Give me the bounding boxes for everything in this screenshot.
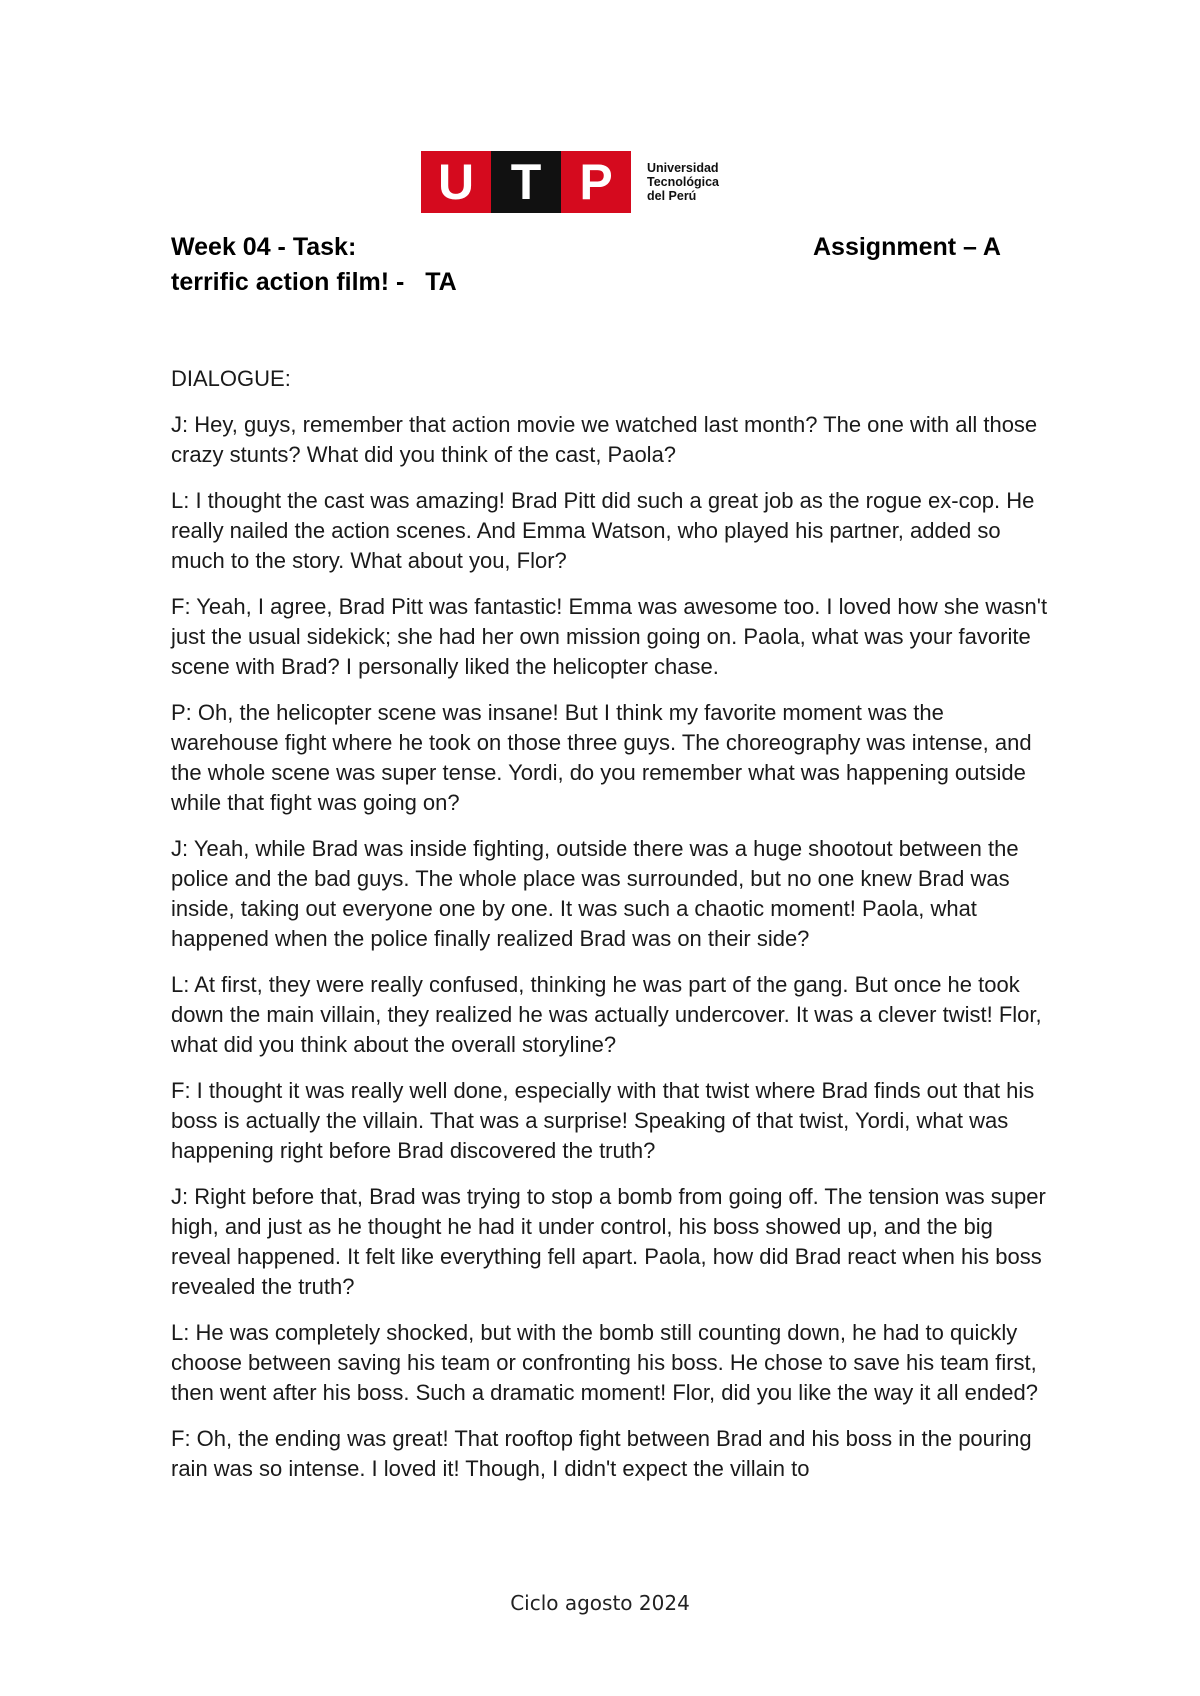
logo-letter-blocks xyxy=(421,151,631,213)
dialogue-paragraph: L: He was completely shocked, but with the bomb still counting down, he had to quickly choose between saving his team or confronting his boss. He chose to save his team first, then went after his boss. Such a dramatic moment! Flor, did you like the way it all ended? xyxy=(171,1320,1039,1405)
title-left: Week 04 - Task: xyxy=(171,233,357,261)
logo-text-line-3: del Perú xyxy=(647,189,697,203)
title-right: Assignment – A xyxy=(812,233,1001,261)
logo-text-line-1: Universidad xyxy=(647,161,719,175)
dialogue-paragraph: L: I thought the cast was amazing! Brad Pitt did such a great job as the rogue ex-cop. He really nailed the action scenes. And Emma Watson, who played his partner, added so much to the story. What about you, Flor? xyxy=(171,488,1035,573)
dialogue-paragraph: L: At first, they were really confused, thinking he was part of the gang. But once he took down the main villain, they realized he was actually undercover. It was a clever twist! Flor, what did you think about the overall storyline? xyxy=(171,972,1042,1057)
dialogue-paragraph: P: Oh, the helicopter scene was insane! But I think my favorite moment was the warehouse fight where he took on those three guys. The choreography was intense, and the whole scene was super tense. Yordi, do you remember what was happening outside while that fight was going on? xyxy=(171,700,1032,815)
dialogue-paragraph: F: Oh, the ending was great! That rooftop fight between Brad and his boss in the pouring rain was so intense. I loved it! Though, I didn't expect the villain to xyxy=(171,1426,1032,1481)
dialogue-section xyxy=(171,364,1051,1500)
logo-letter-p: P xyxy=(561,151,631,213)
dialogue-heading: DIALOGUE: xyxy=(171,366,291,391)
logo-letter-u: U xyxy=(421,151,491,213)
dialogue-paragraph: J: Hey, guys, remember that action movie we watched last month? The one with all those crazy stunts? What did you think of the cast, Paola? xyxy=(171,412,1038,467)
logo-text-line-2: Tecnológica xyxy=(647,175,720,189)
logo-letter-t: T xyxy=(491,151,561,213)
dialogue-paragraph: J: Yeah, while Brad was inside fighting, outside there was a huge shootout between the police and the bad guys. The whole place was surrounded, but no one knew Brad was inside, taking out everyone one by one. It was such a chaotic moment! Paola, what happened when the police finally realized Brad was on their side? xyxy=(171,836,1019,951)
title-row xyxy=(171,230,1001,265)
document-title xyxy=(171,230,1001,300)
page-footer: Ciclo agosto 2024 xyxy=(510,1591,690,1615)
utp-logo xyxy=(421,151,719,213)
dialogue-paragraph: F: I thought it was really well done, especially with that twist where Brad finds out that his boss is actually the villain. That was a surprise! Speaking of that twist, Yordi, what was happening right before Brad discovered the truth? xyxy=(171,1078,1035,1163)
dialogue-paragraph: J: Right before that, Brad was trying to stop a bomb from going off. The tension was super high, and just as he thought he had it under control, his boss showed up, and the big reveal happened. It felt like everything fell apart. Paola, how did Brad react when his boss revealed the truth? xyxy=(171,1184,1046,1299)
dialogue-paragraph: F: Yeah, I agree, Brad Pitt was fantastic! Emma was awesome too. I loved how she wasn't just the usual sidekick; she had her own mission going on. Paola, what was your favorite scene with Brad? I personally liked the helicopter chase. xyxy=(171,594,1048,679)
title-line-2: terrific action film! - TA xyxy=(171,268,457,296)
logo-wordmark xyxy=(647,161,719,203)
